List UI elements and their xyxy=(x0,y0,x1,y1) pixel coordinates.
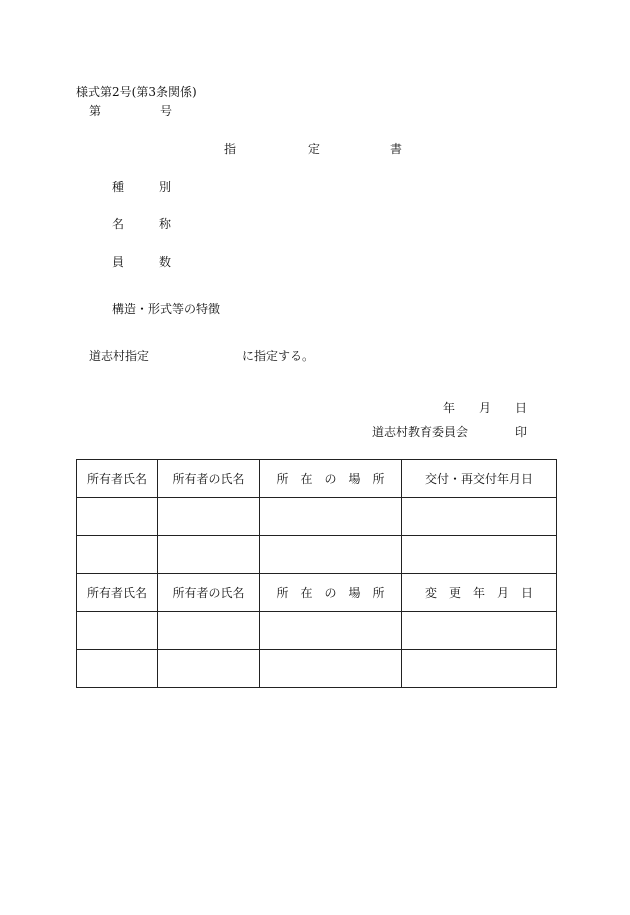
field-name-b: 称 xyxy=(159,217,172,231)
header-cell: 所有者の氏名 xyxy=(158,460,260,498)
table-cell xyxy=(402,536,557,574)
number-dai: 第 xyxy=(89,104,102,118)
table-cell xyxy=(260,498,402,536)
issuer-seal: 印 xyxy=(515,425,528,439)
title-char-1: 指 xyxy=(224,142,237,156)
table-row xyxy=(77,536,557,574)
table-cell xyxy=(260,536,402,574)
table-cell xyxy=(158,536,260,574)
designation-prefix: 道志村指定 xyxy=(89,349,150,363)
issuer-name: 道志村教育委員会 xyxy=(372,425,469,439)
table-header-row xyxy=(77,460,557,498)
table-cell xyxy=(77,498,158,536)
title-char-2: 定 xyxy=(308,142,321,156)
table-row xyxy=(77,650,557,688)
owner-table xyxy=(76,459,557,688)
table-cell xyxy=(77,650,158,688)
table-header-row xyxy=(77,574,557,612)
field-count-b: 数 xyxy=(159,255,172,269)
header-cell: 変 更 年 月 日 xyxy=(402,574,557,612)
table-cell xyxy=(77,536,158,574)
table-cell xyxy=(402,498,557,536)
table-cell xyxy=(158,498,260,536)
features-label: 構造・形式等の特徴 xyxy=(112,302,221,316)
date-year: 年 xyxy=(443,401,456,415)
title-char-3: 書 xyxy=(390,142,403,156)
date-day: 日 xyxy=(515,401,528,415)
header-cell: 交付・再交付年月日 xyxy=(402,460,557,498)
table-cell xyxy=(158,650,260,688)
table-row xyxy=(77,612,557,650)
field-name-a: 名 xyxy=(112,217,125,231)
table-cell xyxy=(402,612,557,650)
header-cell: 所有者氏名 xyxy=(77,460,158,498)
table-cell xyxy=(158,612,260,650)
table-row xyxy=(77,498,557,536)
header-cell: 所 在 の 場 所 xyxy=(260,460,402,498)
header-cell: 所有者の氏名 xyxy=(158,574,260,612)
table-cell xyxy=(260,612,402,650)
table-cell xyxy=(402,650,557,688)
table-cell xyxy=(260,650,402,688)
field-type-a: 種 xyxy=(112,180,125,194)
field-type-b: 別 xyxy=(159,180,172,194)
date-month: 月 xyxy=(479,401,492,415)
table-cell xyxy=(77,612,158,650)
designation-suffix: に指定する。 xyxy=(242,349,315,363)
header-cell: 所有者氏名 xyxy=(77,574,158,612)
number-go: 号 xyxy=(160,104,173,118)
field-count-a: 員 xyxy=(112,255,125,269)
header-cell: 所 在 の 場 所 xyxy=(260,574,402,612)
form-label: 様式第2号(第3条関係) xyxy=(76,85,197,99)
